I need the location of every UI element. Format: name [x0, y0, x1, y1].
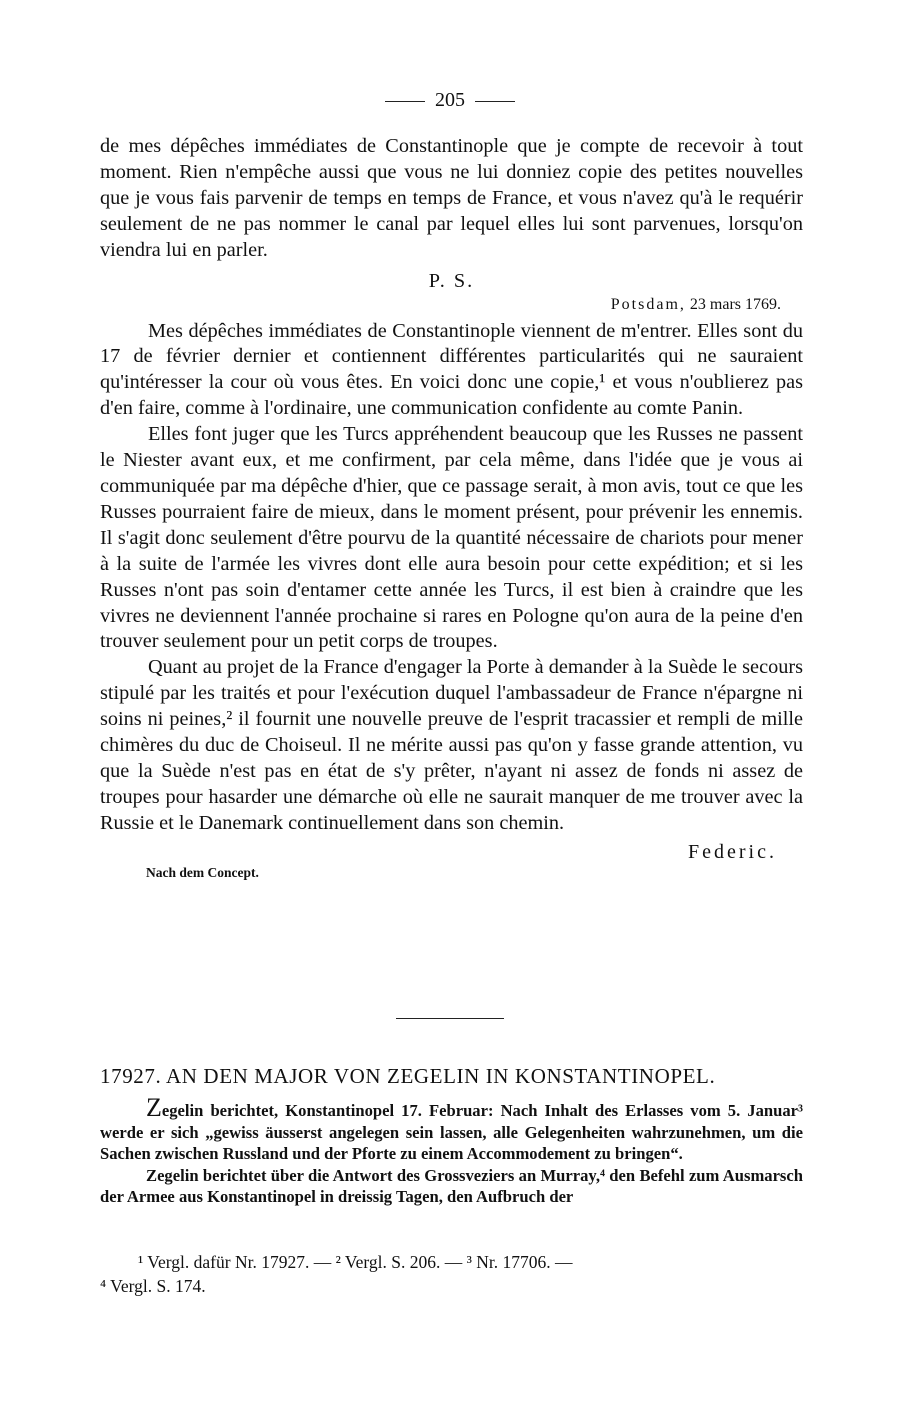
summary-text: egelin berichtet, Konstantinopel 17. Februar: Nach Inhalt des Erlasses vom 5. Januar³ werde er sich „gewiss äusserst angelegen sein lassen, alle Gelegenheiten wahrzunehmen, um die Sachen zwischen Russland und der Pforte zu einem Accommodement zu bringen“.	[100, 1101, 803, 1163]
section-heading: 17927. AN DEN MAJOR VON ZEGELIN IN KONSTANTINOPEL.	[100, 1064, 716, 1088]
header-rule-left	[385, 101, 425, 102]
header-rule-right	[475, 101, 515, 102]
section-divider	[396, 1018, 504, 1019]
signature: Federic.	[688, 840, 777, 863]
ps-title: P. S.	[428, 269, 475, 292]
summary-paragraph	[100, 1093, 803, 1165]
ps-paragraph: Quant au projet de la France d'engager la Porte à demander à la Suède le secours stipulé par les traités et pour l'exécution duquel l'ambassadeur de France n'épargne ni soins ni peines,² il fournit une nouvelle preuve de l'esprit tracassier et rempli de mille chimères du duc de Choiseul. Il ne mérite aussi pas qu'on y fasse grande attention, vu que la Suède n'est pas en état de s'y prêter, n'ayant ni assez de fonds ni assez de troupes pour hasarder une démarche où elle ne saurait manquer de me trouver avec la Russie et le Danemark continuellement dans son chemin.	[100, 656, 803, 834]
ps-paragraph: Elles font juger que les Turcs appréhendent beaucoup que les Russes ne passent le Niester avant eux, et me confirment, par cela même, dans l'idée que je vous ai communiquée par ma dépêche d'hier, que ce passage serait, à mon avis, tout ce que les Russes pourraient faire de mieux, dans le moment présent, pour prévenir les ennemis. Il s'agit donc seulement d'être pourvu de la quantité nécessaire de chariots pour mener à la suite de l'armée les vivres dont elle aura besoin pour cette expédition; et si les Russes n'ont pas soin d'entamer cette année les Turcs, il est bien à craindre que les vivres ne deviennent l'année prochaine si rares en Pologne qu'on aura de la peine d'en trouver seulement pour un petit corps de troupes.	[100, 423, 803, 653]
footnotes	[100, 1250, 803, 1298]
summary-paragraph: Zegelin berichtet über die Antwort des Grossveziers an Murray,⁴ den Befehl zum Ausmarsch der Armee aus Konstantinopel in dreissig Tagen, den Aufbruch der	[100, 1165, 803, 1206]
ps-paragraph: Mes dépêches immédiates de Constantinople viennent de m'entrer. Elles sont du 17 de février dernier et contiennent différentes particularités qui ne sauraient qu'intéresser la cour où vous êtes. En voici donc une copie,¹ et vous n'oublierez pas d'en faire, comme à l'ordinaire, une communication confidente au comte Panin.	[100, 319, 803, 420]
letter-body	[100, 134, 803, 883]
dateline-place: Potsdam,	[610, 295, 686, 313]
dateline-date: 23 mars 1769.	[689, 295, 781, 313]
page-number: 205	[435, 89, 465, 111]
footnote-line: ¹ Vergl. dafür Nr. 17927. — ² Vergl. S. 206. — ³ Nr. 17706. —	[138, 1252, 573, 1272]
source-note: Nach dem Concept.	[146, 864, 259, 880]
signature-row	[100, 837, 803, 863]
letter-paragraph: de mes dépêches immédiates de Constantinople que je compte de recevoir à tout moment. Rien n'empêche aussi que vous ne lui donniez copie des petites nouvelles que je vous fais parvenir de temps en temps de France, et vous n'avez qu'à le requérir seulement de ne pas nommer le canal par lequel elles lui sont parvenues, lorsqu'on viendra lui en parler.	[100, 135, 803, 261]
footnote-line: ⁴ Vergl. S. 174.	[100, 1276, 206, 1296]
summary-dropcap: Z	[146, 1093, 162, 1122]
dateline	[100, 294, 803, 316]
section-17927	[100, 1063, 803, 1208]
page-header	[0, 88, 900, 112]
